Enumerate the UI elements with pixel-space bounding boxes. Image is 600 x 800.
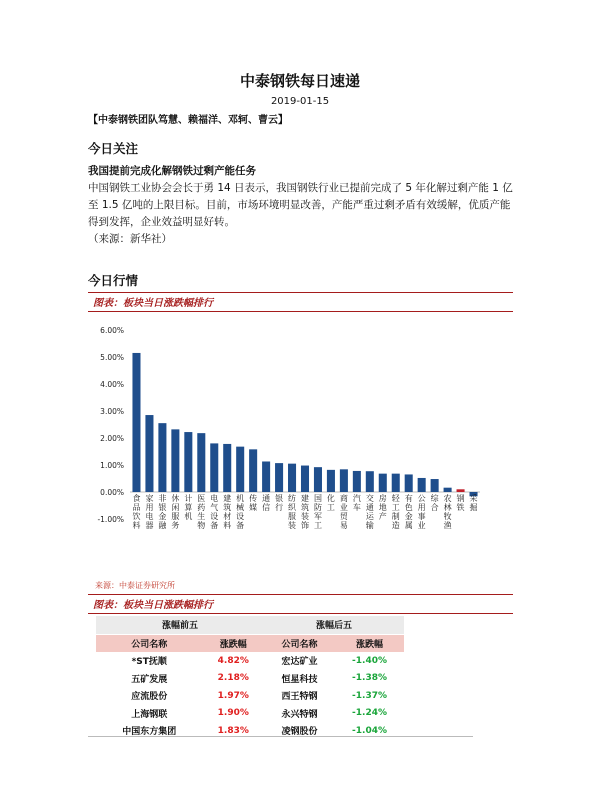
group-header-bottom: 涨幅后五 <box>264 616 404 634</box>
report-date: 2019-01-15 <box>270 96 330 107</box>
bar <box>158 423 166 492</box>
bar <box>184 432 192 492</box>
bar <box>379 474 387 492</box>
col-header-company: 公司名称 <box>96 634 202 652</box>
x-tick-label: 建筑装饰 <box>301 494 309 530</box>
x-tick-label: 轻工制造 <box>391 494 400 530</box>
company-cell: 恒星科技 <box>281 674 318 685</box>
table-column-header-row <box>96 634 404 652</box>
x-tick-label: 商业贸易 <box>339 494 348 530</box>
x-tick-label: 银行 <box>275 494 284 512</box>
x-tick-label: 化工 <box>326 494 335 512</box>
y-tick-label: 5.00% <box>100 353 124 362</box>
table-row <box>96 687 404 705</box>
x-tick-label: 医药生物 <box>197 494 206 530</box>
bar <box>431 479 439 492</box>
focus-source: （来源：新华社） <box>88 233 172 245</box>
change-cell: 1.83% <box>217 725 249 736</box>
market-heading: 今日行情 <box>88 273 139 288</box>
bar <box>340 469 348 492</box>
x-tick-label: 采掘 <box>469 494 478 512</box>
x-tick-label: 汽车 <box>352 494 361 512</box>
table-row <box>96 705 404 723</box>
bar <box>145 415 153 492</box>
focus-paragraph: 中国钢铁工业协会会长于勇 14 日表示，我国钢铁行业已提前完成了 5 年化解过剩产能 1 亿至 1.5 亿吨的上限目标。目前，市场环境明显改善，产能严重过剩矛盾有效缓解，优质产能得到发挥，企业效益明显好转。 <box>88 182 513 228</box>
bar <box>275 463 283 492</box>
company-cell: 中国东方集团 <box>122 727 177 738</box>
bar <box>262 461 270 492</box>
x-tick-label: 房地产 <box>378 494 387 521</box>
bar <box>223 444 231 492</box>
bar <box>327 470 335 492</box>
x-tick-label: 综合 <box>430 494 439 512</box>
change-cell: -1.37% <box>352 690 387 701</box>
bar <box>301 466 309 492</box>
company-cell: 永兴特钢 <box>281 709 318 720</box>
x-tick-label: 计算机 <box>184 494 193 521</box>
company-cell: 西王特钢 <box>281 692 318 703</box>
x-tick-label: 纺织服装 <box>288 494 297 530</box>
table-row <box>96 652 404 670</box>
col-header-change: 涨跌幅 <box>202 634 264 652</box>
y-tick-label: 3.00% <box>100 407 124 416</box>
x-tick-label: 交通运输 <box>365 494 374 530</box>
y-tick-label: 0.00% <box>100 488 124 497</box>
company-cell: 应流股份 <box>131 692 168 703</box>
x-tick-label: 通信 <box>262 494 271 512</box>
col-header-company: 公司名称 <box>264 634 335 652</box>
company-cell: 五矿发展 <box>131 674 168 685</box>
bar <box>418 478 426 492</box>
change-cell: -1.04% <box>352 725 387 736</box>
stock-ranking-table <box>96 616 404 740</box>
change-cell: 2.18% <box>217 673 249 684</box>
company-cell: 宏达矿业 <box>281 657 318 668</box>
bar <box>288 464 296 492</box>
change-cell: -1.38% <box>352 673 387 684</box>
chart-caption-bar <box>88 292 513 312</box>
bar <box>366 471 374 492</box>
bar <box>392 474 400 492</box>
company-cell: 凌钢股份 <box>281 727 318 738</box>
bar <box>444 488 452 492</box>
x-tick-label: 传媒 <box>249 494 258 512</box>
chart-source: 来源：中泰证券研究所 <box>95 581 175 590</box>
bar <box>197 433 205 492</box>
bar <box>405 474 413 492</box>
x-tick-label: 非银金融 <box>158 494 167 530</box>
x-tick-label: 公用事业 <box>417 494 426 530</box>
bar <box>210 443 218 492</box>
y-tick-label: -1.00% <box>97 515 124 524</box>
y-tick-label: 1.00% <box>100 461 124 470</box>
bar <box>314 467 322 492</box>
change-cell: -1.40% <box>352 655 387 666</box>
focus-heading: 今日关注 <box>88 141 139 156</box>
x-tick-label: 家用电器 <box>145 494 154 530</box>
bar <box>132 353 140 492</box>
x-tick-label: 有色金属 <box>404 494 413 530</box>
company-cell: *ST抚顺 <box>131 657 167 668</box>
x-tick-label: 机械设备 <box>236 494 245 530</box>
x-tick-label: 国防军工 <box>313 494 322 530</box>
x-tick-label: 食品饮料 <box>132 494 141 530</box>
change-cell: 1.90% <box>217 708 249 719</box>
chart-caption: 图表：板块当日涨跌幅排行 <box>93 298 213 309</box>
table-bottom-rule <box>88 736 473 737</box>
x-tick-label: 农林牧渔 <box>443 494 452 530</box>
report-title: 中泰钢铁每日速递 <box>239 72 360 90</box>
change-cell: 4.82% <box>217 655 249 666</box>
table-group-header-row <box>96 616 404 634</box>
focus-body <box>88 180 518 248</box>
x-tick-label: 电气设备 <box>210 494 219 530</box>
report-authors: 【中泰钢铁团队笃慧、赖福洋、邓轲、曹云】 <box>88 115 288 126</box>
y-tick-label: 4.00% <box>100 380 124 389</box>
x-tick-label: 休闲服务 <box>171 494 180 530</box>
group-header-top: 涨幅前五 <box>96 616 264 634</box>
change-cell: -1.24% <box>352 708 387 719</box>
table-row <box>96 670 404 688</box>
y-tick-label: 6.00% <box>100 326 124 335</box>
focus-subheading: 我国提前完成化解钢铁过剩产能任务 <box>88 165 256 177</box>
col-header-change: 涨跌幅 <box>335 634 404 652</box>
sector-change-chart <box>88 318 498 573</box>
bar <box>249 449 257 492</box>
x-tick-label: 钢铁 <box>456 494 465 512</box>
x-tick-label: 建筑材料 <box>223 494 232 530</box>
table-caption: 图表：板块当日涨跌幅排行 <box>93 600 213 611</box>
bar <box>353 471 361 492</box>
bar <box>236 447 244 492</box>
bar <box>171 429 179 492</box>
company-cell: 上海钢联 <box>131 709 168 720</box>
table-caption-bar <box>88 594 513 614</box>
change-cell: 1.97% <box>217 690 249 701</box>
bar <box>457 489 465 492</box>
y-tick-label: 2.00% <box>100 434 124 443</box>
